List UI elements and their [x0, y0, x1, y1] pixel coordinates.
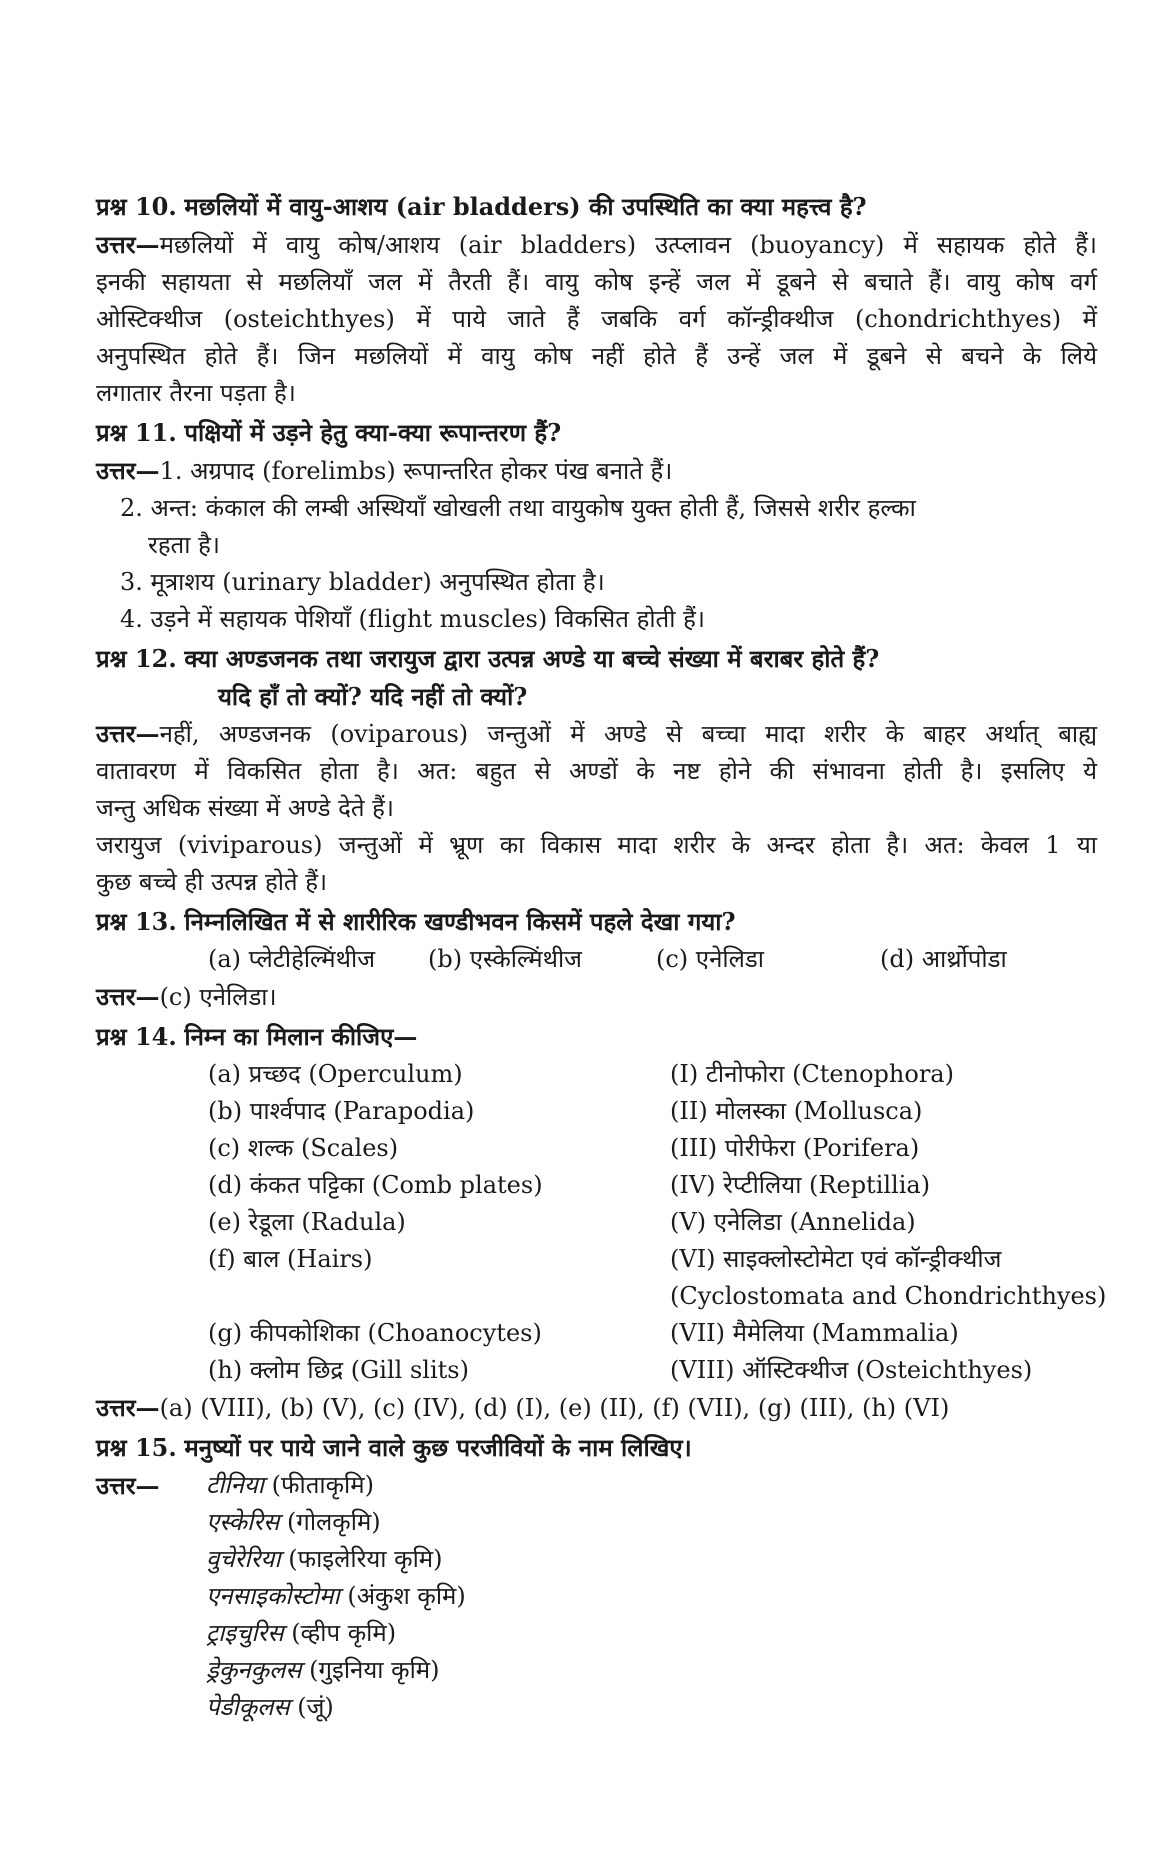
question-12-text-cont: यदि हाँ तो क्यों? यदि नहीं तो क्यों?	[218, 682, 528, 711]
question-13	[96, 903, 1097, 1016]
answer-14: उत्तर—(a) (VIII), (b) (V), (c) (IV), (d) (I), (e) (II), (f) (VII), (g) (III), (h) (VI)	[96, 1393, 950, 1422]
question-11	[96, 414, 1097, 638]
question-label: प्रश्न 14.	[96, 1022, 177, 1051]
match-right-6: (VI) साइक्लोस्टोमेटा एवं कॉन्ड्रीक्थीज	[670, 1245, 1002, 1273]
question-15	[96, 1429, 1097, 1726]
answer-12-line: जन्तु अधिक संख्या में अण्डे देते हैं।	[96, 794, 394, 822]
match-left-h: (h) क्लोम छिद्र (Gill slits)	[208, 1356, 469, 1384]
parasite-item: ड्रेकुनकुलस (गुइनिया कृमि)	[206, 1656, 440, 1684]
answer-11-point: 4. उड़ने में सहायक पेशियाँ (flight muscles) विकसित होती हैं।	[120, 605, 705, 633]
question-14-text: प्रश्न 14. निम्न का मिलान कीजिए—	[96, 1022, 418, 1051]
question-13-options	[96, 941, 1097, 978]
option-d: (d) आर्थ्रोपोडा	[880, 945, 1007, 973]
match-right-5: (V) एनेलिडा (Annelida)	[670, 1208, 916, 1236]
question-10	[96, 188, 1097, 412]
answer-label: उत्तर—	[96, 230, 160, 259]
question-13-text: प्रश्न 13. निम्नलिखित में से शारीरिक खण्डीभवन किसमें पहले देखा गया?	[96, 907, 736, 936]
question-12-text: प्रश्न 12. क्या अण्डजनक तथा जरायुज द्वारा उत्पन्न अण्डे या बच्चे संख्या में बराबर होते हैं?	[96, 644, 880, 673]
question-label: प्रश्न 10.	[96, 192, 177, 221]
answer-11-point: 3. मूत्राशय (urinary bladder) अनुपस्थित होता है।	[120, 568, 605, 596]
parasite-item: वुचेरेरिया (फाइलेरिया कृमि)	[206, 1545, 443, 1573]
match-table	[96, 1056, 1107, 1389]
match-right-6-cont: (Cyclostomata and Chondrichthyes)	[670, 1282, 1107, 1310]
question-11-text: प्रश्न 11. पक्षियों में उड़ने हेतु क्या-क्या रूपान्तरण हैं?	[96, 418, 562, 447]
answer-12-line: उत्तर—नहीं, अण्डजनक (oviparous) जन्तुओं में अण्डे से बच्चा मादा शरीर के बाहर अर्थात् बाह्य	[96, 719, 1097, 748]
match-right-1: (I) टीनोफोरा (Ctenophora)	[670, 1060, 954, 1088]
answer-label: उत्तर—	[96, 982, 160, 1011]
match-right-3: (III) पोरीफेरा (Porifera)	[670, 1134, 920, 1162]
answer-15	[96, 1467, 1097, 1726]
parasite-item: ट्राइचुरिस (व्हीप कृमि)	[206, 1619, 397, 1647]
match-left-d: (d) कंकत पट्टिका (Comb plates)	[208, 1171, 543, 1199]
question-14	[96, 1018, 1107, 1427]
match-left-f: (f) बाल (Hairs)	[208, 1245, 373, 1273]
answer-label: उत्तर—	[96, 1393, 160, 1422]
match-right-4: (IV) रेप्टीलिया (Reptillia)	[670, 1171, 931, 1199]
match-left-g: (g) कीपकोशिका (Choanocytes)	[208, 1319, 542, 1347]
parasite-item: एस्केरिस (गोलकृमि)	[206, 1508, 381, 1536]
answer-12-line: कुछ बच्चे ही उत्पन्न होते हैं।	[96, 868, 328, 896]
question-label: प्रश्न 11.	[96, 418, 177, 447]
parasite-item: टीनिया (फीताकृमि)	[206, 1471, 374, 1499]
answer-11-point: उत्तर—1. अग्रपाद (forelimbs) रूपान्तरित होकर पंख बनाते हैं।	[96, 456, 673, 485]
answer-12-line: वातावरण में विकसित होता है। अत: बहुत से अण्डों के नष्ट होने की संभावना होती है। इसलिए ये	[96, 757, 1097, 785]
question-label: प्रश्न 13.	[96, 907, 177, 936]
question-12	[96, 640, 1097, 901]
answer-label: उत्तर—	[96, 456, 160, 485]
parasite-list	[206, 1467, 1097, 1726]
option-a: (a) प्लेटीहेल्मिंथीज	[208, 945, 376, 973]
match-left-a: (a) प्रच्छद (Operculum)	[208, 1060, 463, 1088]
match-right-8: (VIII) ऑस्टिक्थीज (Osteichthyes)	[670, 1356, 1033, 1384]
answer-10-line: ओस्टिक्थीज (osteichthyes) में पाये जाते हैं जबकि वर्ग कॉन्ड्रीक्थीज (chondrichthyes) में	[96, 305, 1097, 333]
match-left-c: (c) शल्क (Scales)	[208, 1134, 399, 1162]
answer-11-point: 2. अन्त: कंकाल की लम्बी अस्थियाँ खोखली तथा वायुकोष युक्त होती हैं, जिससे शरीर हल्का	[120, 494, 916, 522]
option-c: (c) एनेलिडा	[656, 945, 764, 973]
answer-10-line: अनुपस्थित होते हैं। जिन मछलियों में वायु कोष नहीं होते हैं उन्हें जल में डूबने से बचने के लिये	[96, 342, 1097, 370]
match-left-empty	[208, 1278, 670, 1315]
answer-10-line: उत्तर—मछलियों में वायु कोष/आशय (air bladders) उत्प्लावन (buoyancy) में सहायक होते हैं।	[96, 230, 1097, 259]
answer-label: उत्तर—	[96, 1471, 160, 1500]
match-right-7: (VII) मैमेलिया (Mammalia)	[670, 1319, 959, 1347]
answer-12-line: जरायुज (viviparous) जन्तुओं में भ्रूण का विकास मादा शरीर के अन्दर होता है। अत: केवल 1 या	[96, 831, 1097, 859]
parasite-item: पेडीकूलस (जूं)	[206, 1693, 334, 1721]
answer-11-point-cont: रहता है।	[148, 531, 220, 559]
answer-label: उत्तर—	[96, 719, 160, 748]
question-label: प्रश्न 12.	[96, 644, 177, 673]
answer-10-line: इनकी सहायता से मछलियाँ जल में तैरती हैं। वायु कोष इन्हें जल में डूबने से बचाते हैं। वायु कोष वर्ग	[96, 268, 1097, 296]
match-left-b: (b) पार्श्वपाद (Parapodia)	[208, 1097, 475, 1125]
question-label: प्रश्न 15.	[96, 1433, 177, 1462]
answer-13: उत्तर—(c) एनेलिडा।	[96, 982, 277, 1011]
match-left-e: (e) रेडूला (Radula)	[208, 1208, 406, 1236]
option-b: (b) एस्केल्मिंथीज	[428, 945, 582, 973]
match-right-2: (II) मोलस्का (Mollusca)	[670, 1097, 923, 1125]
answer-10-line: लगातार तैरना पड़ता है।	[96, 379, 296, 407]
question-15-text: प्रश्न 15. मनुष्यों पर पाये जाने वाले कुछ परजीवियों के नाम लिखिए।	[96, 1433, 692, 1462]
parasite-item: एनसाइकोस्टोमा (अंकुश कृमि)	[206, 1582, 466, 1610]
question-10-text: प्रश्न 10. मछलियों में वायु-आशय (air bladders) की उपस्थिति का क्या महत्त्व है?	[96, 192, 867, 221]
